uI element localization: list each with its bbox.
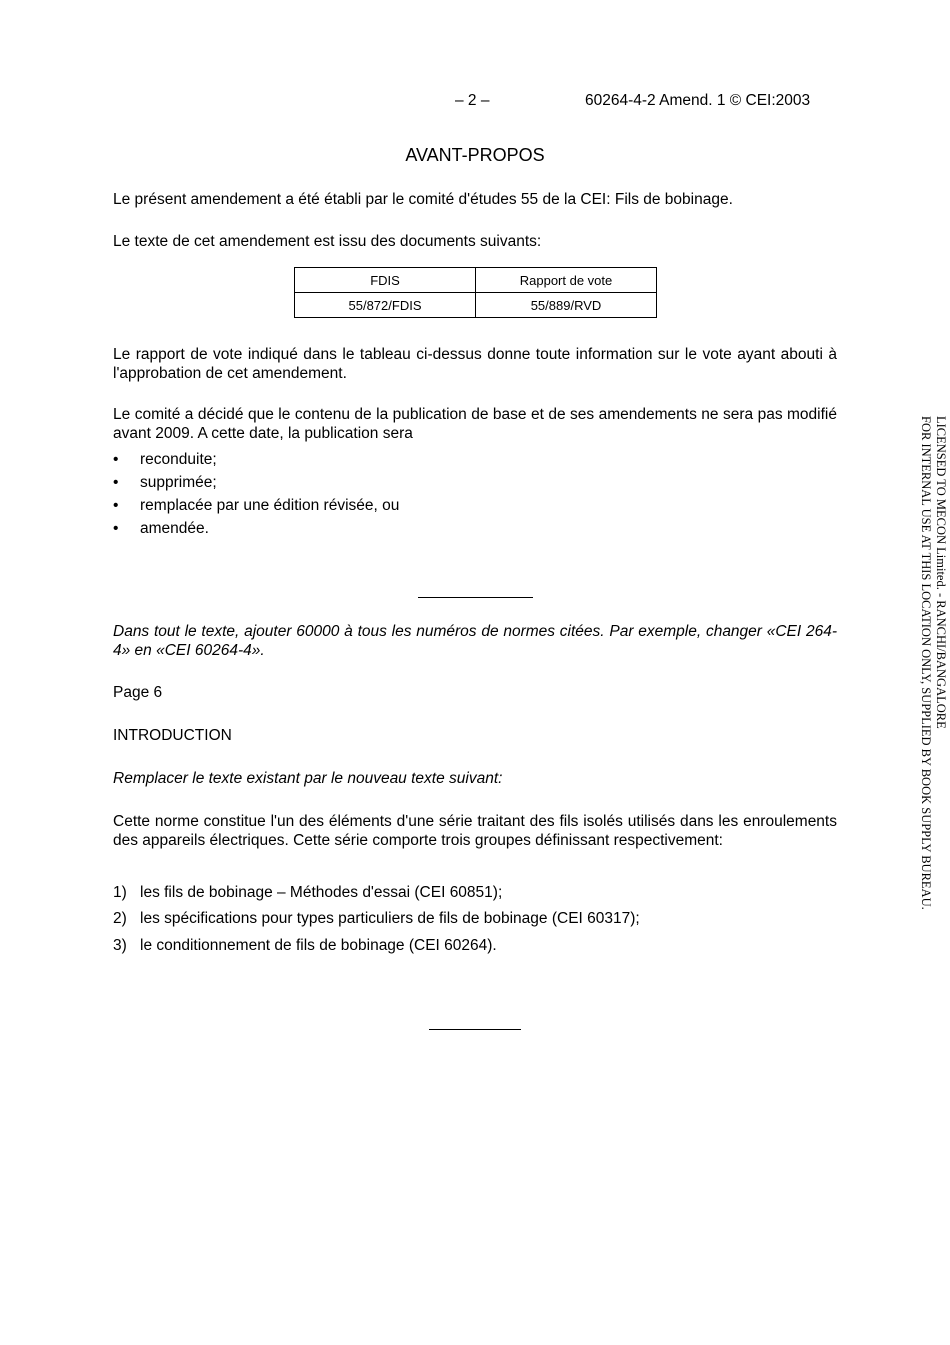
amendment-instruction: Remplacer le texte existant par le nouveau texte suivant:	[113, 770, 503, 787]
license-watermark	[918, 416, 948, 910]
numbered-marker: 3)	[113, 937, 127, 954]
section-title: INTRODUCTION	[113, 727, 232, 744]
table-cell: 55/889/RVD	[476, 293, 657, 318]
bullet-marker: •	[113, 451, 119, 468]
bullet-text: supprimée;	[140, 474, 217, 491]
table-header-row	[295, 268, 657, 293]
numbered-marker: 1)	[113, 884, 127, 901]
bullet-marker: •	[113, 474, 119, 491]
bullet-text: remplacée par une édition révisée, ou	[140, 497, 400, 514]
bullet-marker: •	[113, 497, 119, 514]
foreword-paragraph-4: Le comité a décidé que le contenu de la publication de base et de ses amendements ne sera pas modifié avant 2009. A cette date, la publication sera	[113, 406, 837, 442]
numbered-item	[113, 936, 497, 955]
table-cell: 55/872/FDIS	[295, 293, 476, 318]
foreword-paragraph-3: Le rapport de vote indiqué dans le tableau ci-dessus donne toute information sur le vote ayant abouti à l'approbation de cet amendement.	[113, 346, 837, 382]
bullet-marker: •	[113, 520, 119, 537]
documents-table	[294, 267, 657, 318]
numbered-text: les spécifications pour types particuliers de fils de bobinage (CEI 60317);	[140, 910, 640, 927]
numbered-marker: 2)	[113, 910, 127, 927]
numbered-text: les fils de bobinage – Méthodes d'essai (CEI 60851);	[140, 884, 503, 901]
amendment-note: Dans tout le texte, ajouter 60000 à tous les numéros de normes citées. Par exemple, changer «CEI 264-4» en «CEI 60264-4».	[113, 623, 837, 659]
license-line-2: FOR INTERNAL USE AT THIS LOCATION ONLY, SUPPLIED BY BOOK SUPPLY BUREAU.	[919, 416, 933, 910]
numbered-item	[113, 909, 640, 928]
bullet-item	[113, 496, 399, 515]
table-header-cell: Rapport de vote	[476, 268, 657, 293]
introduction-paragraph: Cette norme constitue l'un des éléments d'une série traitant des fils isolés utilisés dans les enroulements des appareils électriques. Cette série comporte trois groupes définissant respectivement:	[113, 813, 837, 849]
bullet-item	[113, 450, 217, 469]
license-line-1: LICENSED TO MECON Limited. - RANCHI/BANGALORE	[934, 416, 948, 729]
section-divider	[418, 597, 533, 598]
table-header-cell: FDIS	[295, 268, 476, 293]
bullet-text: amendée.	[140, 520, 209, 537]
bullet-text: reconduite;	[140, 451, 217, 468]
bullet-item	[113, 473, 217, 492]
page-number: – 2 –	[455, 92, 490, 109]
foreword-title: AVANT-PROPOS	[405, 145, 545, 165]
foreword-paragraph-2: Le texte de cet amendement est issu des documents suivants:	[113, 233, 542, 250]
foreword-paragraph-1: Le présent amendement a été établi par le comité d'études 55 de la CEI: Fils de bobinage.	[113, 191, 733, 208]
bullet-item	[113, 519, 209, 538]
numbered-item	[113, 883, 502, 902]
numbered-text: le conditionnement de fils de bobinage (CEI 60264).	[140, 937, 497, 954]
end-divider	[429, 1029, 521, 1030]
document-reference: 60264-4-2 Amend. 1 © CEI:2003	[585, 92, 811, 109]
table-row	[295, 293, 657, 318]
page-reference: Page 6	[113, 684, 163, 701]
